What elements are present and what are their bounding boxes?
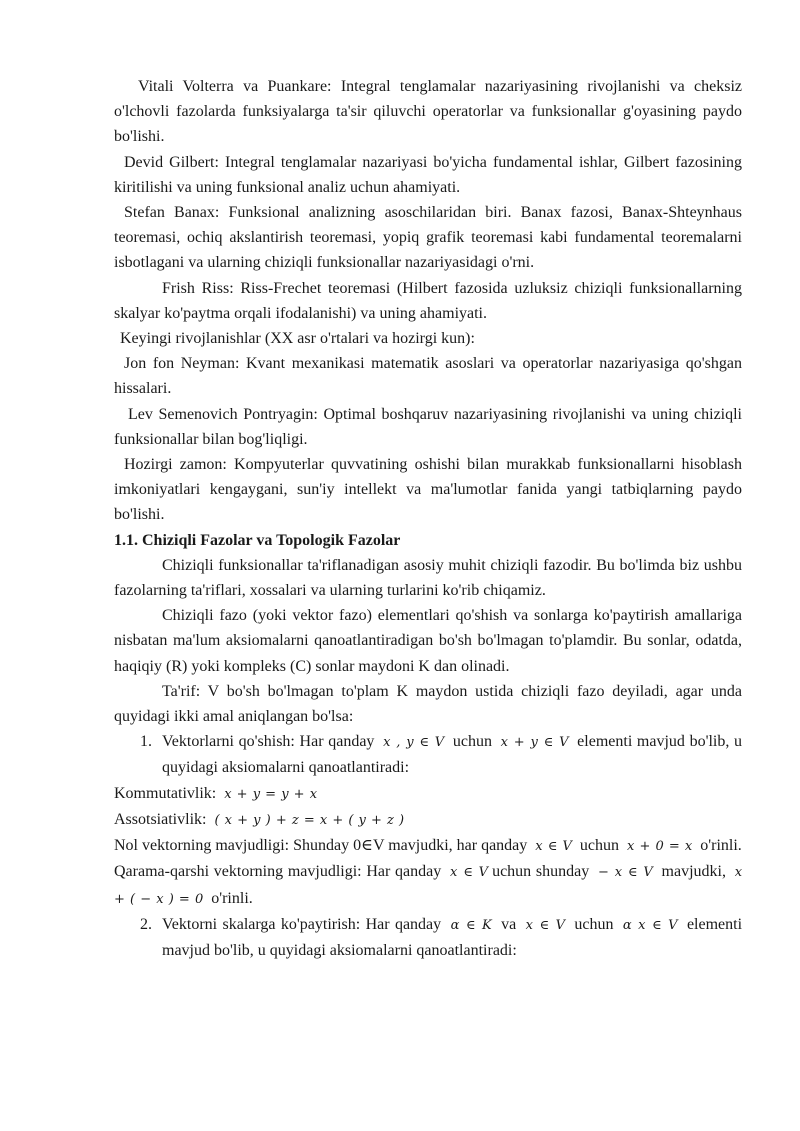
text-segment: uchun shunday [492,863,590,881]
text-segment: o'rinli. [211,889,253,907]
math-formula: x + y = y + x [224,786,318,802]
list-item-body [162,912,742,963]
math-formula: α ∈ K [450,917,492,933]
paragraph-banax: Stefan Banax: Funksional analizning asoschilaridan biri. Banax fazosi, Banax-Shteynhaus teoremasi, ochiq akslantirish teoremasi, yopiq grafik teoremasi kabi fundamental teoremalarni isbotlagani va ularning chiziqli funksionallar nazariyasidagi o'rni. [114,204,742,272]
paragraph-gilbert: Devid Gilbert: Integral tenglamalar nazariyasi bo'yicha fundamental ishlar, Gilbert fazosining kiritilishi va uning funksional analiz uchun ahamiyati. [114,153,742,196]
text-segment: uchun [574,915,614,933]
text-segment: uchun [452,733,492,751]
math-formula: x + y ∈ V [500,735,569,751]
math-formula: x ∈ V [535,839,572,855]
paragraph-section-intro: Chiziqli funksionallar ta'riflanadigan asosiy muhit chiziqli fazodir. Bu bo'limda biz ushbu fazolarning ta'riflari, xossalari va ularning turlarini ko'rib chiqamiz. [114,556,742,600]
axiom-zero-vector [114,833,742,859]
paragraph-modern: Hozirgi zamon: Kompyuterlar quvvatining oshishi bilan murakkab funksionallarni hisoblash imkoniyatlari kengaygani, sun'iy intellekt va ma'lumotlar fanida yangi tatbiqlarning paydo bo'lishi. [114,456,742,524]
list-item-addition [114,729,742,780]
list-number: 2. [140,915,152,933]
document-page [114,74,742,963]
text-segment: elementi mavjud bo'lib, u quyidagi aksiomalarni qanoatlantiradi: [162,733,743,777]
axiom-commutativity [114,781,742,807]
paragraph-pontryagin: Lev Semenovich Pontryagin: Optimal boshqaruv nazariyasining rivojlanishi va uning chiziqli funksionallar bilan bog'liqligi. [114,405,742,448]
paragraph-volterra: Vitali Volterra va Puankare: Integral tenglamalar nazariyasining rivojlanishi va cheksiz o'lchovli fazolarda funksiyalarga ta'sir qiluvchi operatorlar va funksionallar g'oyasining paydo bo'lishi. [114,78,742,146]
text-segment: va [501,915,517,933]
text-segment: Qarama-qarshi vektorning mavjudligi: Har qanday [114,863,442,881]
math-formula: α x ∈ V [622,917,678,933]
math-formula: x ∈ V [525,917,565,933]
math-formula: − x ∈ V [597,865,653,881]
paragraph-definition: Ta'rif: V bo'sh bo'lmagan to'plam K maydon ustida chiziqli fazo deyiladi, agar unda quyidagi ikki amal aniqlangan bo'lsa: [114,682,742,726]
math-formula: x + ( − x ) = 0 [114,865,743,907]
section-heading: 1.1. Chiziqli Fazolar va Topologik Fazolar [114,531,401,549]
axiom-opposite-vector [114,859,742,911]
text-segment: Vektorni skalarga ko'paytirish: Har qanday [162,915,442,933]
paragraph-vector-space: Chiziqli fazo (yoki vektor fazo) elementlari qo'shish va sonlarga ko'paytirish amallariga nisbatan ma'lum aksiomalarni qanoatlantiradigan bo'sh bo'lmagan to'plamdir. Bu sonlar, odatda, haqiqiy (R) yoki kompleks (C) sonlar maydoni K dan olinadi. [114,607,742,675]
math-formula: x + 0 = x [627,839,693,855]
list-item-scalar-multiplication [114,912,742,963]
axiom-associativity [114,807,742,833]
paragraph-riss: Frish Riss: Riss-Frechet teoremasi (Hilbert fazosida uzluksiz chiziqli funksionallarning skalyar ko'paytma orqali ifodalanishi) va uning ahamiyati. [114,279,742,322]
list-item-body [162,729,742,780]
math-formula: x , y ∈ V [383,735,445,751]
paragraph-later-developments: Keyingi rivojlanishlar (XX asr o'rtalari va hozirgi kun): [120,330,475,348]
text-segment: o'rinli. [700,837,742,855]
math-formula: x ∈ V [450,865,489,881]
text-segment: elementi mavjud bo'lib, u quyidagi aksiomalarni qanoatlantiradi: [162,915,743,959]
list-number: 1. [140,733,152,751]
text-segment: Vektorlarni qo'shish: Har qanday [162,733,375,751]
math-formula: ( x + y ) + z = x + ( y + z ) [214,812,405,828]
text-segment: mavjudki, [661,863,726,881]
text-segment: Nol vektorning mavjudligi: Shunday 0∈V mavjudki, har qanday [114,837,528,855]
paragraph-neyman: Jon fon Neyman: Kvant mexanikasi matematik asoslari va operatorlar nazariyasiga qo'shgan hissalari. [114,355,742,398]
text-segment: uchun [579,837,619,855]
axiom-label: Assotsiativlik: [114,810,207,828]
axiom-label: Kommutativlik: [114,784,217,802]
